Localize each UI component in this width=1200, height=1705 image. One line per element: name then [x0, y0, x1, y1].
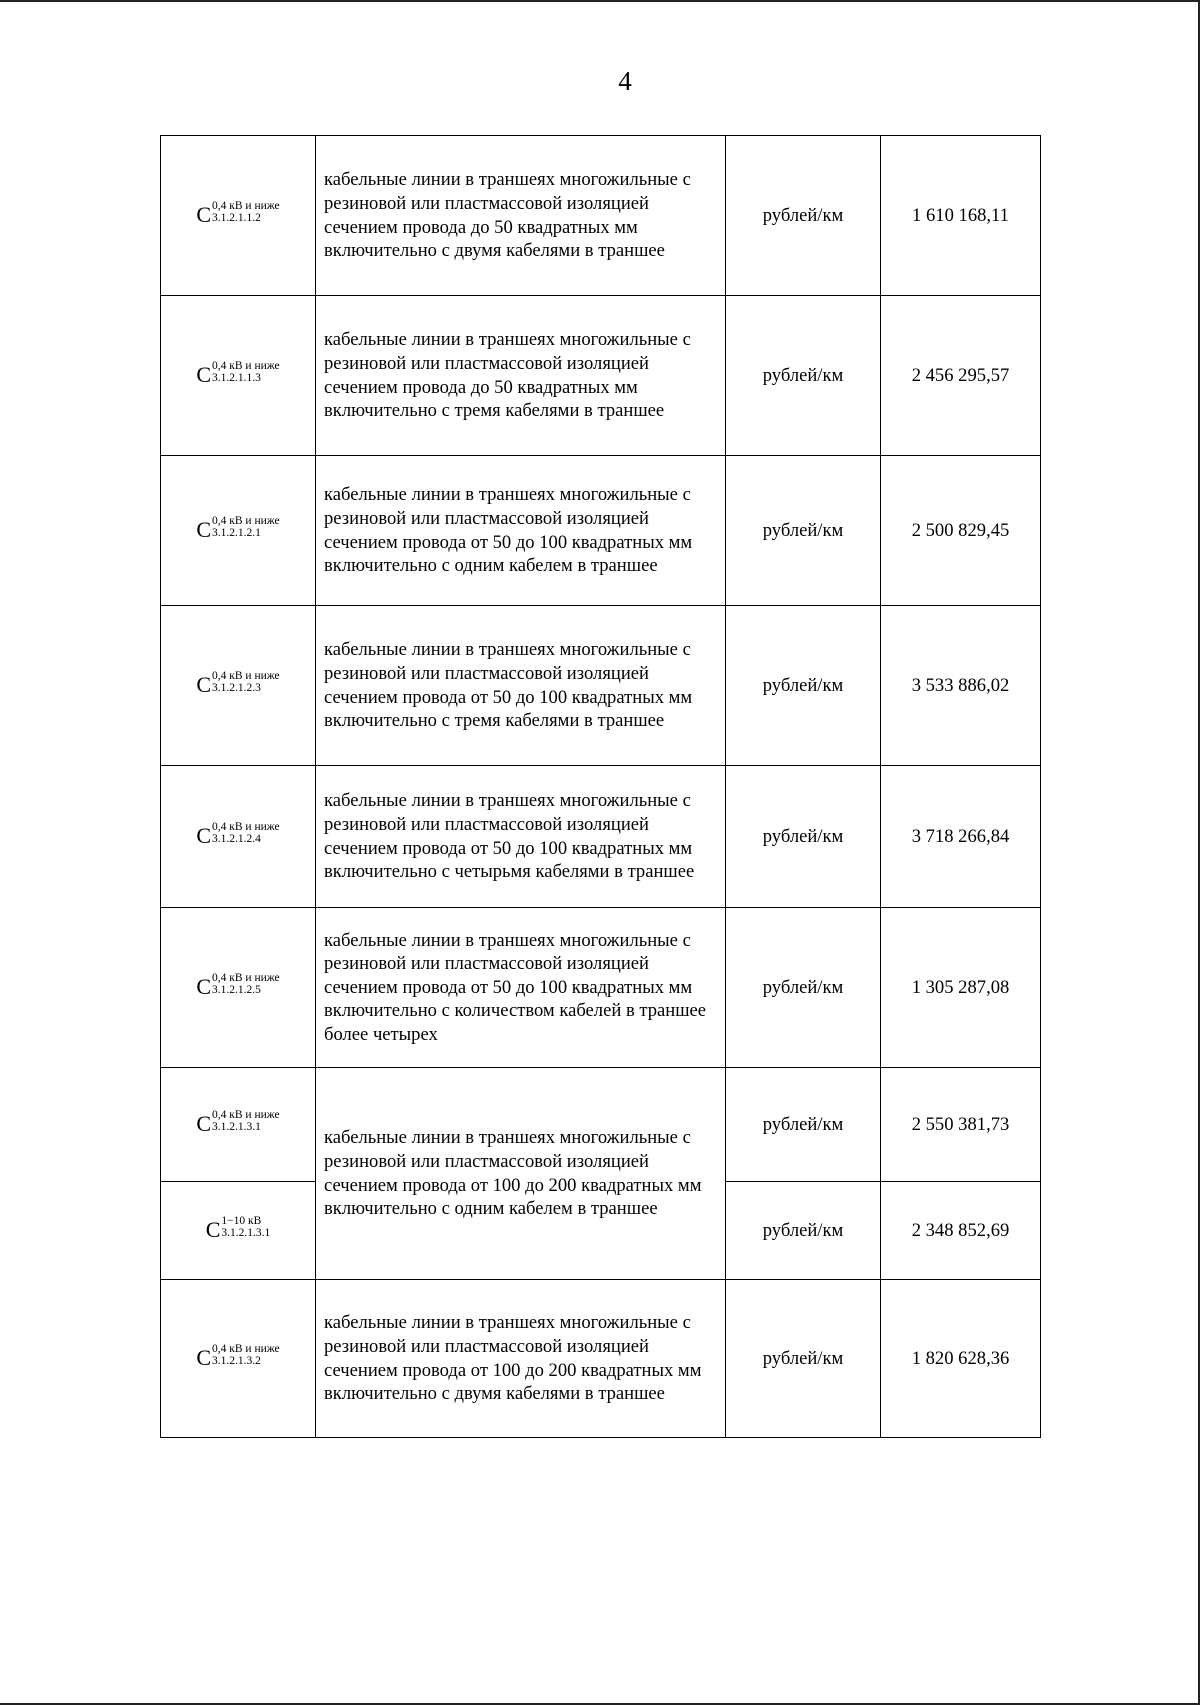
code-superscript: 0,4 кВ и ниже — [212, 1343, 280, 1355]
description-cell: кабельные линии в траншеях многожильные с резиновой или пластмассовой изоляцией сечением провода от 50 до 100 квадратных мм включительно с четырьмя кабелями в траншее — [316, 766, 726, 908]
code-letter: C — [196, 362, 212, 387]
code-subscript: 3.1.2.1.1.3 — [212, 372, 261, 384]
description-cell: кабельные линии в траншеях многожильные с резиновой или пластмассовой изоляцией сечением провода от 100 до 200 квадратных мм включительно с двумя кабелями в траншее — [316, 1280, 726, 1438]
tariff-code — [196, 972, 280, 999]
code-subscript: 3.1.2.1.3.1 — [221, 1227, 271, 1239]
value-cell: 2 456 295,57 — [881, 296, 1041, 456]
code-letter: C — [205, 1217, 221, 1242]
code-superscript: 0,4 кВ и ниже — [212, 972, 280, 984]
code-superscript: 0,4 кВ и ниже — [212, 515, 280, 527]
unit-cell: рублей/км — [726, 908, 881, 1068]
table-row — [161, 1280, 1041, 1438]
code-cell — [161, 606, 316, 766]
page-border-top — [0, 0, 1200, 2]
description-cell: кабельные линии в траншеях многожильные с резиновой или пластмассовой изоляцией сечением провода от 50 до 100 квадратных мм включительно с количеством кабелей в траншее более четырех — [316, 908, 726, 1068]
code-superscript: 0,4 кВ и ниже — [212, 670, 280, 682]
value-cell: 2 500 829,45 — [881, 456, 1041, 606]
code-letter: C — [196, 672, 212, 697]
code-cell — [161, 136, 316, 296]
code-letter: C — [196, 517, 212, 542]
value-cell: 3 533 886,02 — [881, 606, 1041, 766]
code-cell — [161, 296, 316, 456]
description-cell: кабельные линии в траншеях многожильные с резиновой или пластмассовой изоляцией сечением провода от 50 до 100 квадратных мм включительно с тремя кабелями в траншее — [316, 606, 726, 766]
table-row — [161, 136, 1041, 296]
unit-cell: рублей/км — [726, 606, 881, 766]
tariff-table — [160, 135, 1041, 1438]
code-letter: C — [196, 202, 212, 227]
table-row — [161, 296, 1041, 456]
value-cell: 2 348 852,69 — [881, 1182, 1041, 1280]
code-subscript: 3.1.2.1.2.4 — [212, 833, 261, 845]
code-cell — [161, 908, 316, 1068]
code-cell — [161, 456, 316, 606]
value-cell: 1 610 168,11 — [881, 136, 1041, 296]
tariff-code — [196, 670, 280, 697]
description-cell: кабельные линии в траншеях многожильные с резиновой или пластмассовой изоляцией сечением провода до 50 квадратных мм включительно с тремя кабелями в траншее — [316, 296, 726, 456]
code-cell — [161, 1068, 316, 1182]
code-subscript: 3.1.2.1.2.1 — [212, 527, 261, 539]
code-letter: C — [196, 974, 212, 999]
unit-cell: рублей/км — [726, 1068, 881, 1182]
unit-cell: рублей/км — [726, 456, 881, 606]
page-number: 4 — [618, 66, 632, 96]
code-superscript: 0,4 кВ и ниже — [212, 200, 280, 212]
code-superscript: 0,4 кВ и ниже — [212, 821, 280, 833]
description-cell: кабельные линии в траншеях многожильные с резиновой или пластмассовой изоляцией сечением провода от 50 до 100 квадратных мм включительно с одним кабелем в траншее — [316, 456, 726, 606]
table-row — [161, 908, 1041, 1068]
code-subscript: 3.1.2.1.3.1 — [212, 1121, 261, 1133]
code-subscript: 3.1.2.1.3.2 — [212, 1355, 261, 1367]
description-cell: кабельные линии в траншеях многожильные с резиновой или пластмассовой изоляцией сечением провода от 100 до 200 квадратных мм включительно с одним кабелем в траншее — [316, 1068, 726, 1280]
code-superscript: 0,4 кВ и ниже — [212, 360, 280, 372]
unit-cell: рублей/км — [726, 1182, 881, 1280]
description-cell: кабельные линии в траншеях многожильные с резиновой или пластмассовой изоляцией сечением провода до 50 квадратных мм включительно с двумя кабелями в траншее — [316, 136, 726, 296]
code-cell — [161, 766, 316, 908]
code-superscript: 1−10 кВ — [221, 1215, 262, 1227]
code-subscript: 3.1.2.1.2.3 — [212, 682, 261, 694]
code-cell — [161, 1182, 316, 1280]
tariff-code — [196, 200, 280, 227]
tariff-code — [196, 1109, 280, 1136]
table-row — [161, 1068, 1041, 1182]
code-subscript: 3.1.2.1.2.5 — [212, 984, 261, 996]
table-row — [161, 606, 1041, 766]
unit-cell: рублей/км — [726, 766, 881, 908]
code-cell — [161, 1280, 316, 1438]
code-superscript: 0,4 кВ и ниже — [212, 1109, 280, 1121]
tariff-code — [205, 1215, 271, 1242]
code-subscript: 3.1.2.1.1.2 — [212, 212, 261, 224]
value-cell: 1 820 628,36 — [881, 1280, 1041, 1438]
unit-cell: рублей/км — [726, 1280, 881, 1438]
code-letter: C — [196, 1345, 212, 1370]
tariff-code — [196, 1343, 280, 1370]
table-row — [161, 766, 1041, 908]
code-letter: C — [196, 1111, 212, 1136]
tariff-code — [196, 360, 280, 387]
value-cell: 1 305 287,08 — [881, 908, 1041, 1068]
value-cell: 2 550 381,73 — [881, 1068, 1041, 1182]
tariff-code — [196, 821, 280, 848]
value-cell: 3 718 266,84 — [881, 766, 1041, 908]
table-row — [161, 456, 1041, 606]
code-letter: C — [196, 823, 212, 848]
tariff-code — [196, 515, 280, 542]
unit-cell: рублей/км — [726, 296, 881, 456]
unit-cell: рублей/км — [726, 136, 881, 296]
